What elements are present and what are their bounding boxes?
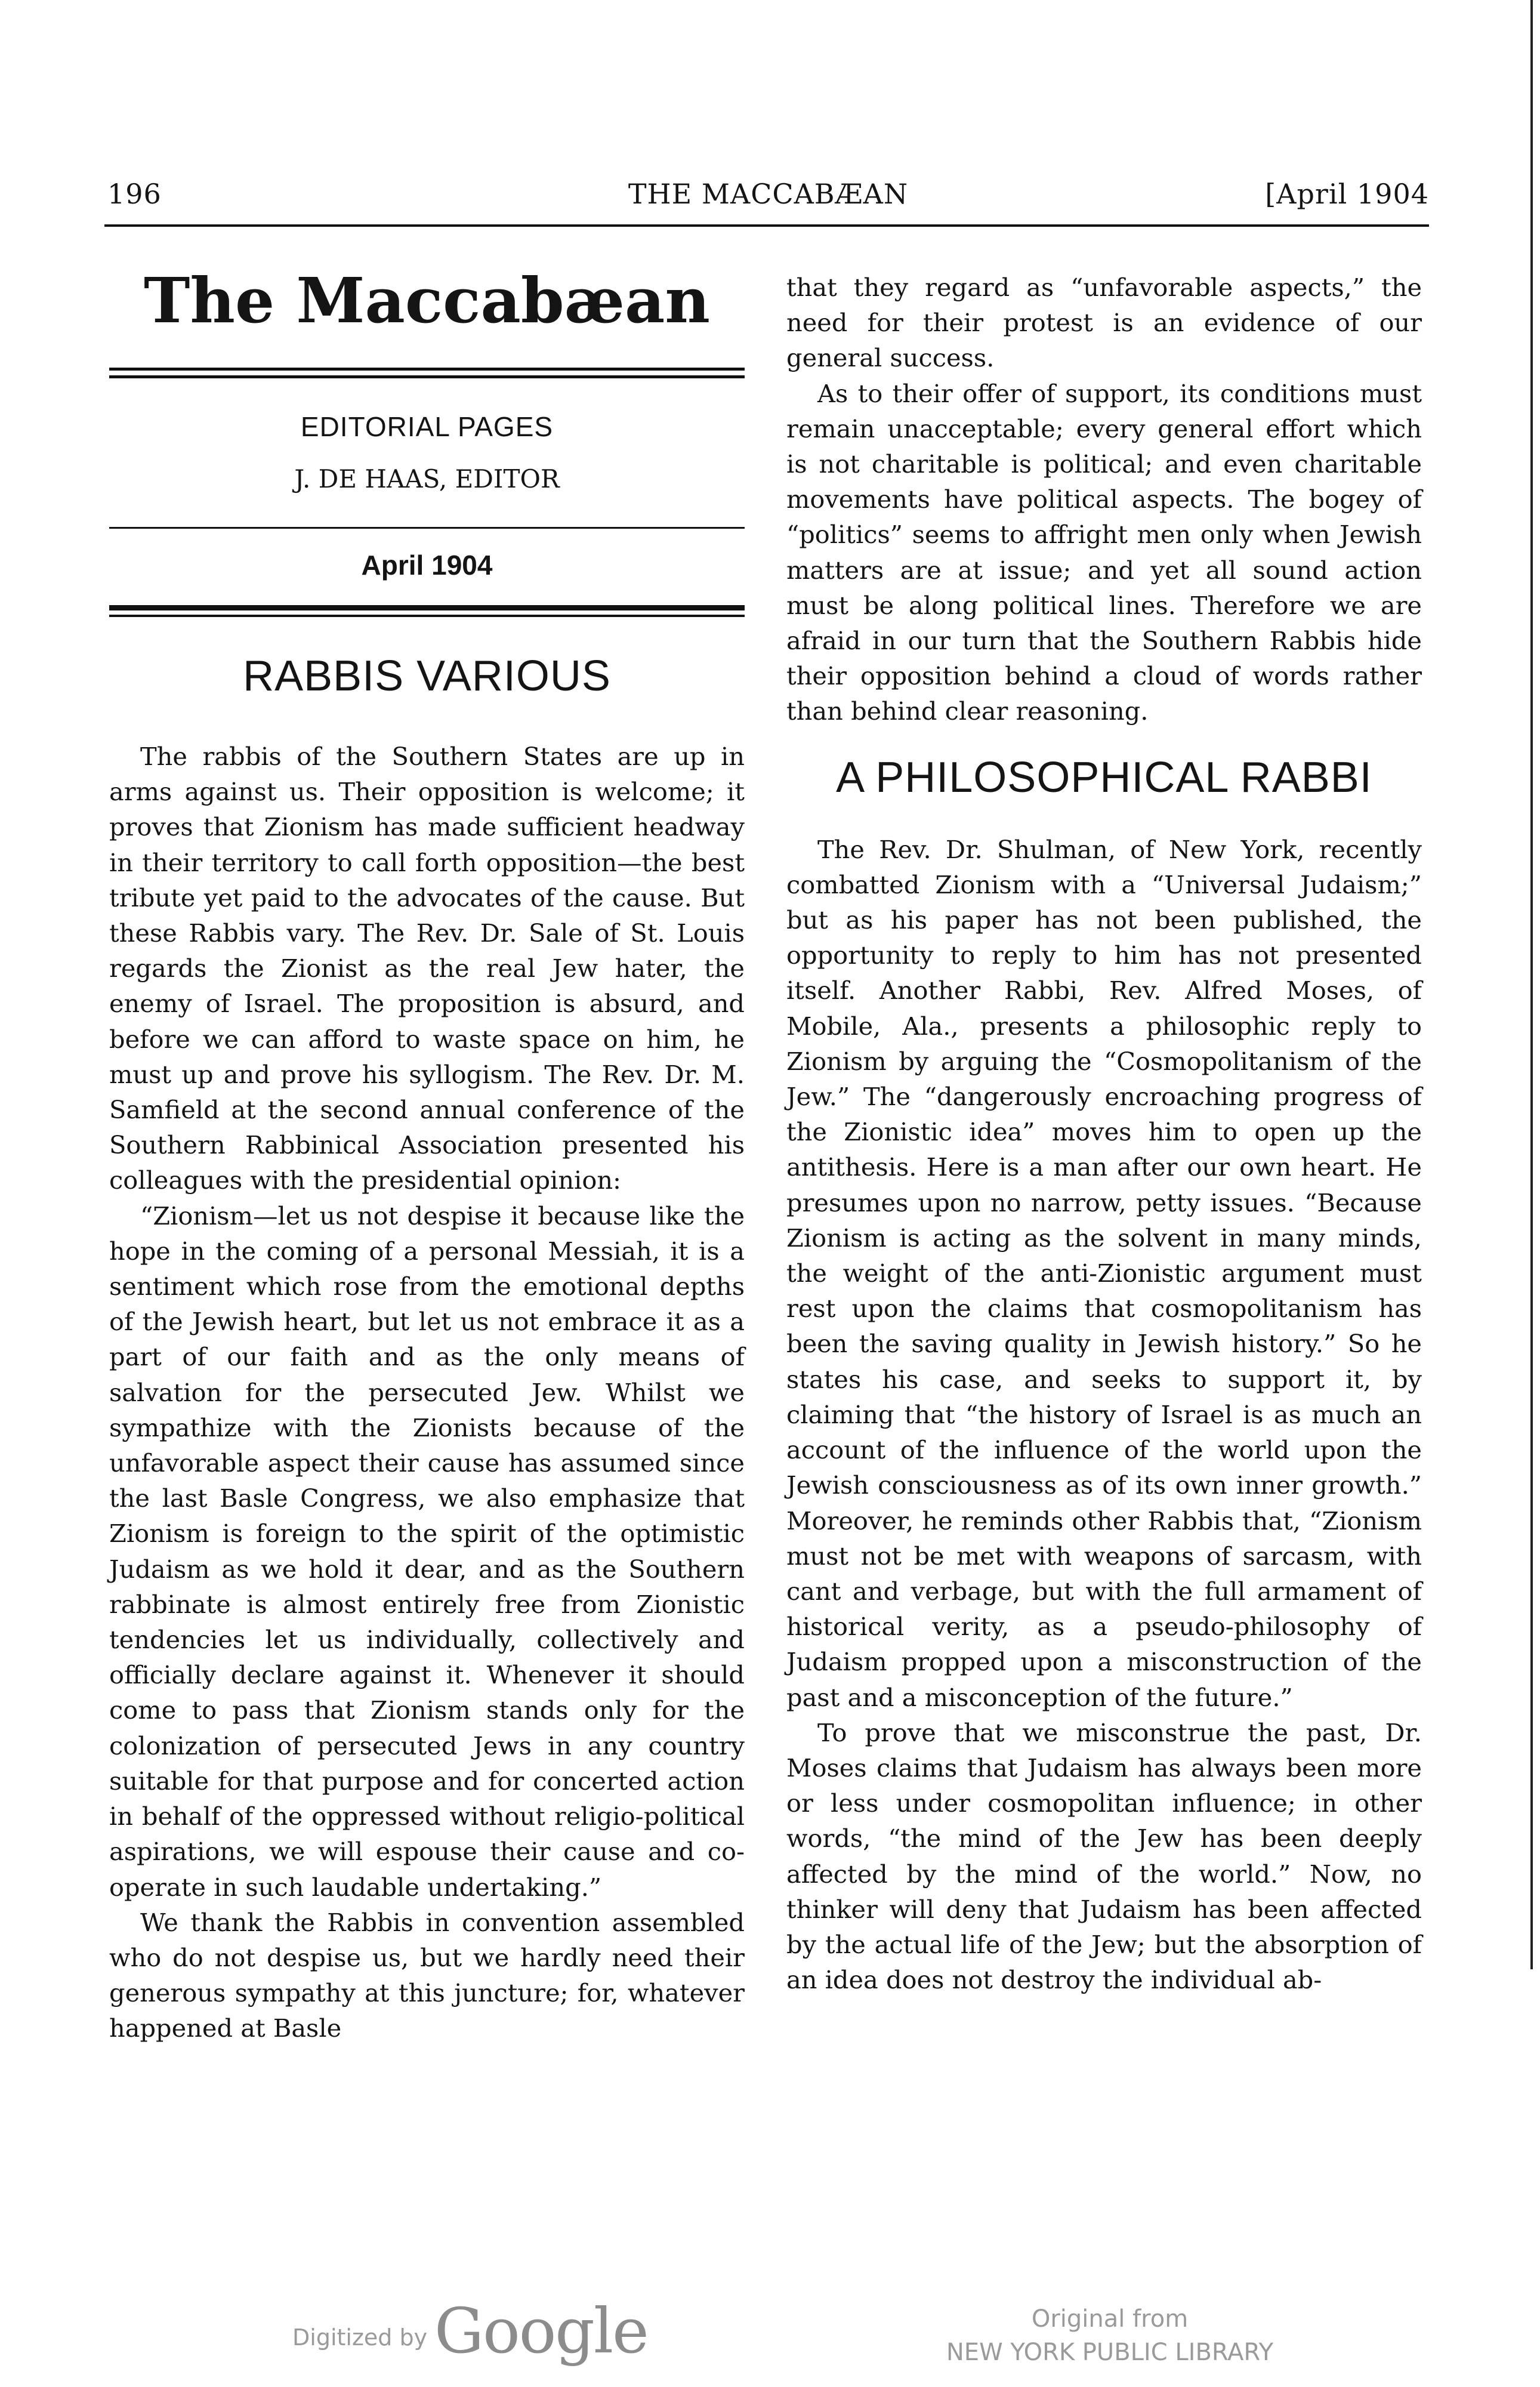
article-paragraph: “Zionism—let us not despise it because like the hope in the coming of a personal Messiah, it is a sentiment which rose from the emotional depths of the Jewish heart, but let us not embrace it as a part of our faith and as the only means of salvation for the persecuted Jew. Whilst we sympathize with the Zionists because of the unfavorable aspect their cause has assumed since the last Basle Congress, we also emphasize that Zionism is foreign to the spirit of the optimistic Judaism as we hold it dear, and as the Southern rabbinate is almost entirely free from Zionistic tendencies let us individually, collectively and officially declare against it. Whenever it should come to pass that Zionism stands only for the colonization of persecuted Jews in any country suitable for that purpose and for concerted action in behalf of the oppressed without religio-political aspirations, we will espouse their cause and co-operate in such laudable undertaking.” <box>109 1201 745 1902</box>
article-title-rabbis-various: RABBIS VARIOUS <box>243 652 611 700</box>
masthead-rule <box>109 527 745 529</box>
library-credit <box>895 2302 1325 2369</box>
masthead-heavy-rule <box>109 605 745 617</box>
page-edge-line <box>1530 0 1533 1969</box>
left-column <box>109 263 745 2046</box>
library-name: NEW YORK PUBLIC LIBRARY <box>946 2339 1274 2366</box>
digitized-by-label: Digitized by <box>292 2324 428 2351</box>
masthead-double-rule <box>109 368 745 378</box>
article-paragraph: We thank the Rabbis in convention assembled who do not despise us, but we hardly need their generous sympathy at this juncture; for, whatever happened at Basle <box>109 1907 745 2043</box>
issue-date: [April 1904 <box>1265 178 1429 210</box>
article-paragraph: To prove that we misconstrue the past, Dr. Moses claims that Judaism has always been more or less under cosmopolitan influence; in other words, “the mind of the Jew has been deeply affected by the mind of the world.” Now, no thinker will deny that Judaism has been affected by the actual life of the Jew; but the absorption of an idea does not destroy the individual ab- <box>786 1717 1422 1995</box>
journal-name: THE MACCABÆAN <box>628 178 909 210</box>
right-column <box>786 270 1422 1997</box>
article-paragraph: As to their offer of support, its conditions must remain unacceptable; every general effort which is not charitable is political; and even charitable movements have political aspects. The bogey of “politics” seems to affright men only when Jewish matters are at issue; and yet all sound action must be along political lines. Therefore we are afraid in our turn that the Southern Rabbis hide their opposition behind a cloud of words rather than behind clear reasoning. <box>786 378 1422 726</box>
article-title-philosophical-rabbi: A PHILOSOPHICAL RABBI <box>836 753 1372 801</box>
header-rule <box>104 224 1429 227</box>
editorial-pages-label: EDITORIAL PAGES <box>300 411 554 442</box>
original-from-label: Original from <box>1031 2305 1189 2333</box>
running-head <box>107 178 1429 226</box>
masthead-title: The Maccabæan <box>143 264 711 337</box>
google-logo: Google <box>434 2295 648 2367</box>
article-paragraph: that they regard as “unfavorable aspects,” the need for their protest is an evidence of our general success. <box>786 273 1422 373</box>
editor-credit: J. DE HAAS, EDITOR <box>294 464 560 494</box>
page-number: 196 <box>107 178 162 210</box>
article-paragraph: The Rev. Dr. Shulman, of New York, recently combatted Zionism with a “Universal Judaism;” but as his paper has not been published, the opportunity to reply to him has not presented itself. Another Rabbi, Rev. Alfred Moses, of Mobile, Ala., presents a philosophic reply to Zionism by arguing the “Cosmopolitanism of the Jew.” The “dangerously encroaching progress of the Zionistic idea” moves him to open up the antithesis. Here is a man after our own heart. He presumes upon no narrow, petty issues. “Because Zionism is acting as the solvent in many minds, the weight of the anti-Zionistic argument must rest upon the claims that cosmopolitanism has been the saving quality in Jewish history.” So he states his case, and seeks to support it, by claiming that “the history of Israel is as much an account of the influence of the world upon the Jewish consciousness as of its own inner growth.” Moreover, he reminds other Rabbis that, “Zionism must not be met with weapons of sarcasm, with cant and verbage, but with the full armament of historical verity, as a pseudo-philosophy of Judaism propped upon a misconstruction of the past and a misconception of the future.” <box>786 834 1422 1712</box>
editorial-date: April 1904 <box>361 550 493 581</box>
article-paragraph: The rabbis of the Southern States are up in arms against us. Their opposition is welcome; it proves that Zionism has made sufficient headway in their territory to call forth opposition—the best tribute yet paid to the advocates of the cause. But these Rabbis vary. The Rev. Dr. Sale of St. Louis regards the Zionist as the real Jew hater, the enemy of Israel. The proposition is absurd, and before we can afford to waste space on him, he must up and prove his syllogism. The Rev. Dr. M. Samfield at the second annual conference of the Southern Rabbinical Association presented his colleagues with the presidential opinion: <box>109 742 745 1195</box>
